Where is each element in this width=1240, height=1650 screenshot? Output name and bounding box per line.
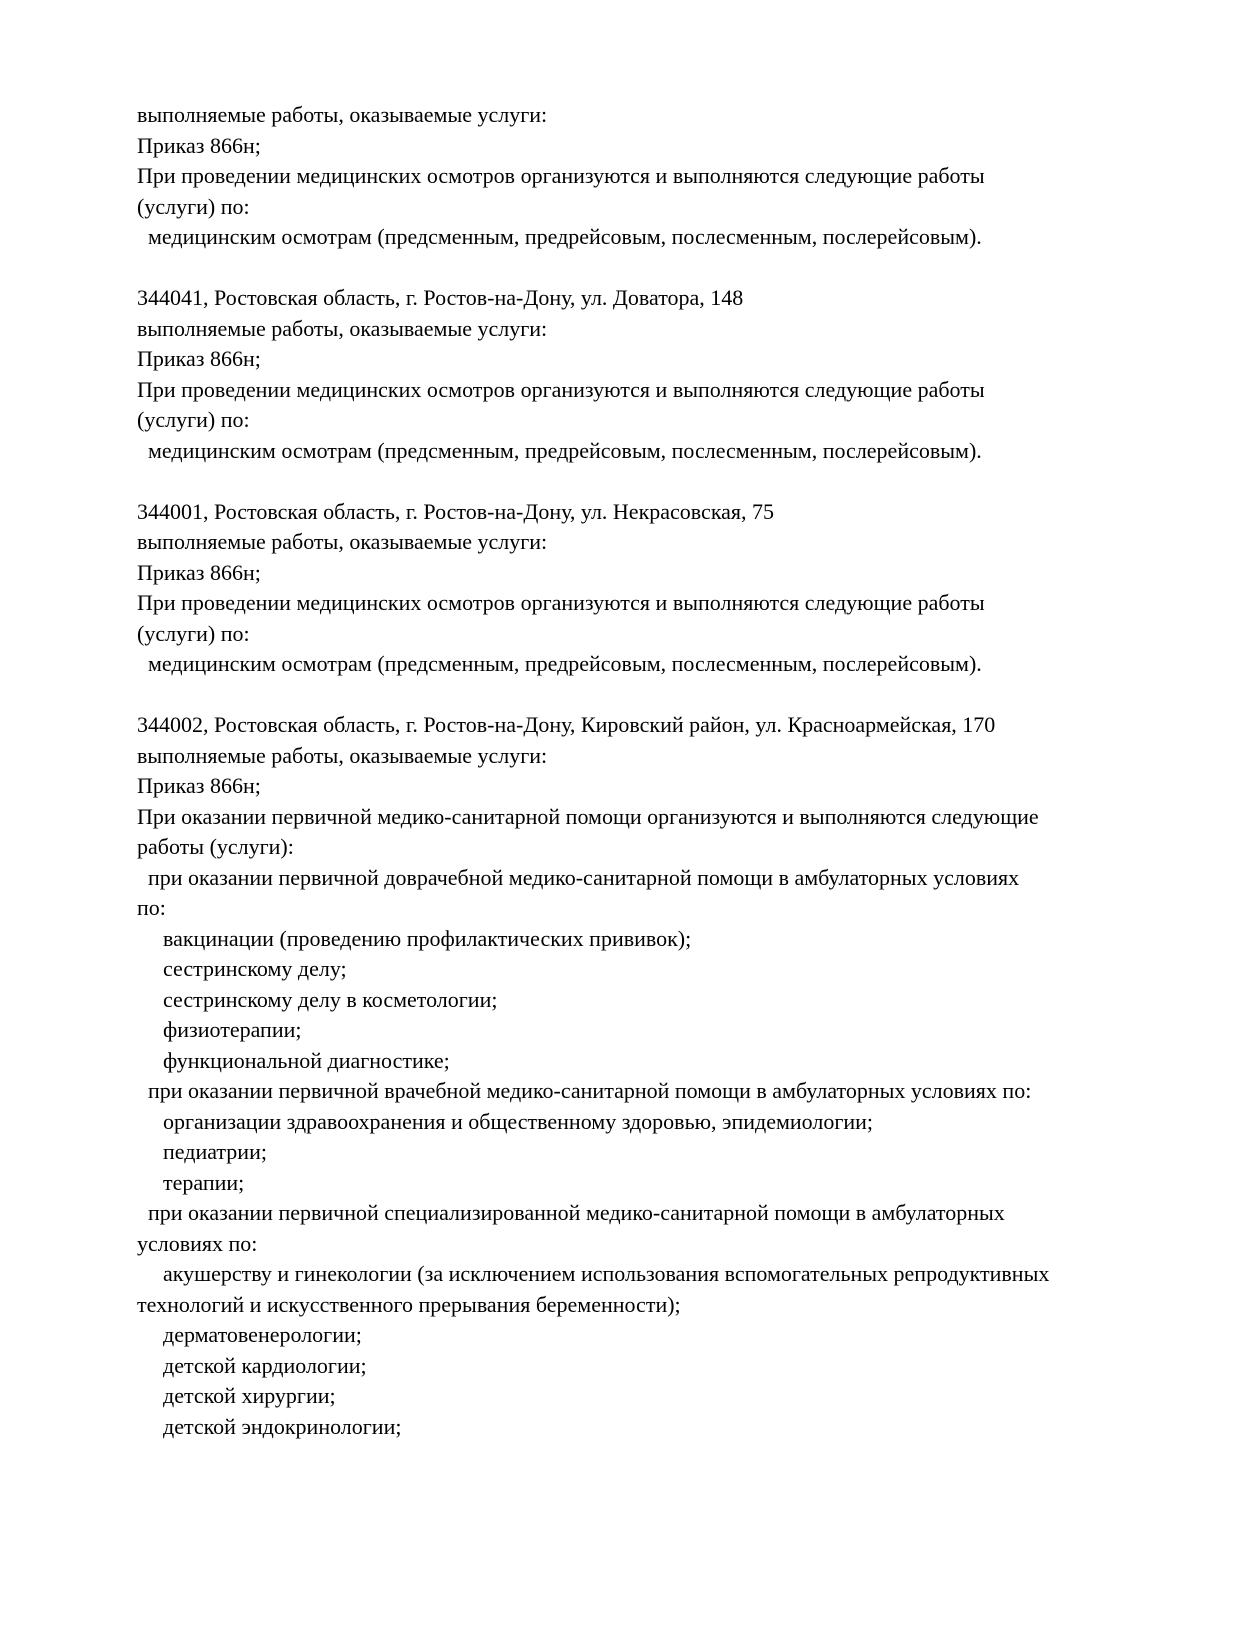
text-line: медицинским осмотрам (предсменным, предрейсовым, послесменным, послерейсовым). bbox=[148, 224, 982, 249]
text-line: (услуги) по: bbox=[137, 407, 250, 432]
text-line: технологий и искусственного прерывания беременности); bbox=[137, 1291, 681, 1317]
text-line: детской эндокринологии; bbox=[163, 1413, 402, 1439]
text-line: функциональной диагностике; bbox=[163, 1047, 450, 1073]
text-line: организации здравоохранения и общественному здоровью, эпидемиологии; bbox=[163, 1108, 874, 1134]
text-line: при оказании первичной специализированной медико-санитарной помощи в амбулаторных bbox=[148, 1200, 1005, 1225]
text-line: условиях по: bbox=[137, 1230, 258, 1256]
text-line: вакцинации (проведению профилактических прививок); bbox=[163, 925, 692, 951]
text-line: Приказ 866н; bbox=[137, 132, 261, 158]
text-line: Приказ 866н; bbox=[137, 559, 261, 585]
license-entry bbox=[137, 710, 1140, 1442]
text-line: работы (услуги): bbox=[137, 834, 294, 859]
text-line: При проведении медицинских осмотров организуются и выполняются следующие работы bbox=[137, 590, 985, 615]
text-line: 344001, Ростовская область, г. Ростов-на-Дону, ул. Некрасовская, 75 bbox=[137, 498, 775, 524]
text-line: акушерству и гинекологии (за исключением использования вспомогательных репродуктивных bbox=[163, 1261, 1050, 1286]
text-line: (услуги) по: bbox=[137, 620, 250, 646]
license-entry bbox=[137, 283, 1140, 466]
text-line: дерматовенерологии; bbox=[163, 1322, 362, 1347]
license-entry bbox=[137, 100, 1140, 253]
text-line: 344041, Ростовская область, г. Ростов-на-Дону, ул. Доватора, 148 bbox=[137, 285, 744, 310]
text-line: выполняемые работы, оказываемые услуги: bbox=[137, 529, 548, 554]
document-body bbox=[137, 100, 1140, 1442]
text-line: медицинским осмотрам (предсменным, предрейсовым, послесменным, послерейсовым). bbox=[148, 437, 982, 463]
text-line: при оказании первичной врачебной медико-санитарной помощи в амбулаторных условиях по: bbox=[148, 1078, 1032, 1103]
text-line: педиатрии; bbox=[163, 1139, 267, 1164]
text-line: (услуги) по: bbox=[137, 193, 250, 219]
text-line: 344002, Ростовская область, г. Ростов-на-Дону, Кировский район, ул. Красноармейская, 170 bbox=[137, 712, 996, 737]
text-line: Приказ 866н; bbox=[137, 346, 261, 371]
text-line: выполняемые работы, оказываемые услуги: bbox=[137, 102, 548, 127]
text-line: по: bbox=[137, 895, 166, 920]
text-line: При оказании первичной медико-санитарной помощи организуются и выполняются следующие bbox=[137, 803, 1039, 829]
text-line: при оказании первичной доврачебной медико-санитарной помощи в амбулаторных условиях bbox=[148, 864, 1020, 890]
text-line: детской кардиологии; bbox=[163, 1352, 367, 1378]
text-line: выполняемые работы, оказываемые услуги: bbox=[137, 742, 548, 768]
text-line: терапии; bbox=[163, 1169, 245, 1195]
text-line: выполняемые работы, оказываемые услуги: bbox=[137, 315, 548, 341]
text-line: медицинским осмотрам (предсменным, предрейсовым, послесменным, послерейсовым). bbox=[148, 651, 982, 676]
license-entry bbox=[137, 497, 1140, 680]
text-line: При проведении медицинских осмотров организуются и выполняются следующие работы bbox=[137, 376, 985, 402]
text-line: детской хирургии; bbox=[163, 1383, 336, 1408]
text-line: сестринскому делу; bbox=[163, 956, 347, 981]
text-line: При проведении медицинских осмотров организуются и выполняются следующие работы bbox=[137, 163, 985, 188]
text-line: сестринскому делу в косметологии; bbox=[163, 986, 498, 1012]
text-line: физиотерапии; bbox=[163, 1017, 302, 1042]
text-line: Приказ 866н; bbox=[137, 773, 261, 798]
